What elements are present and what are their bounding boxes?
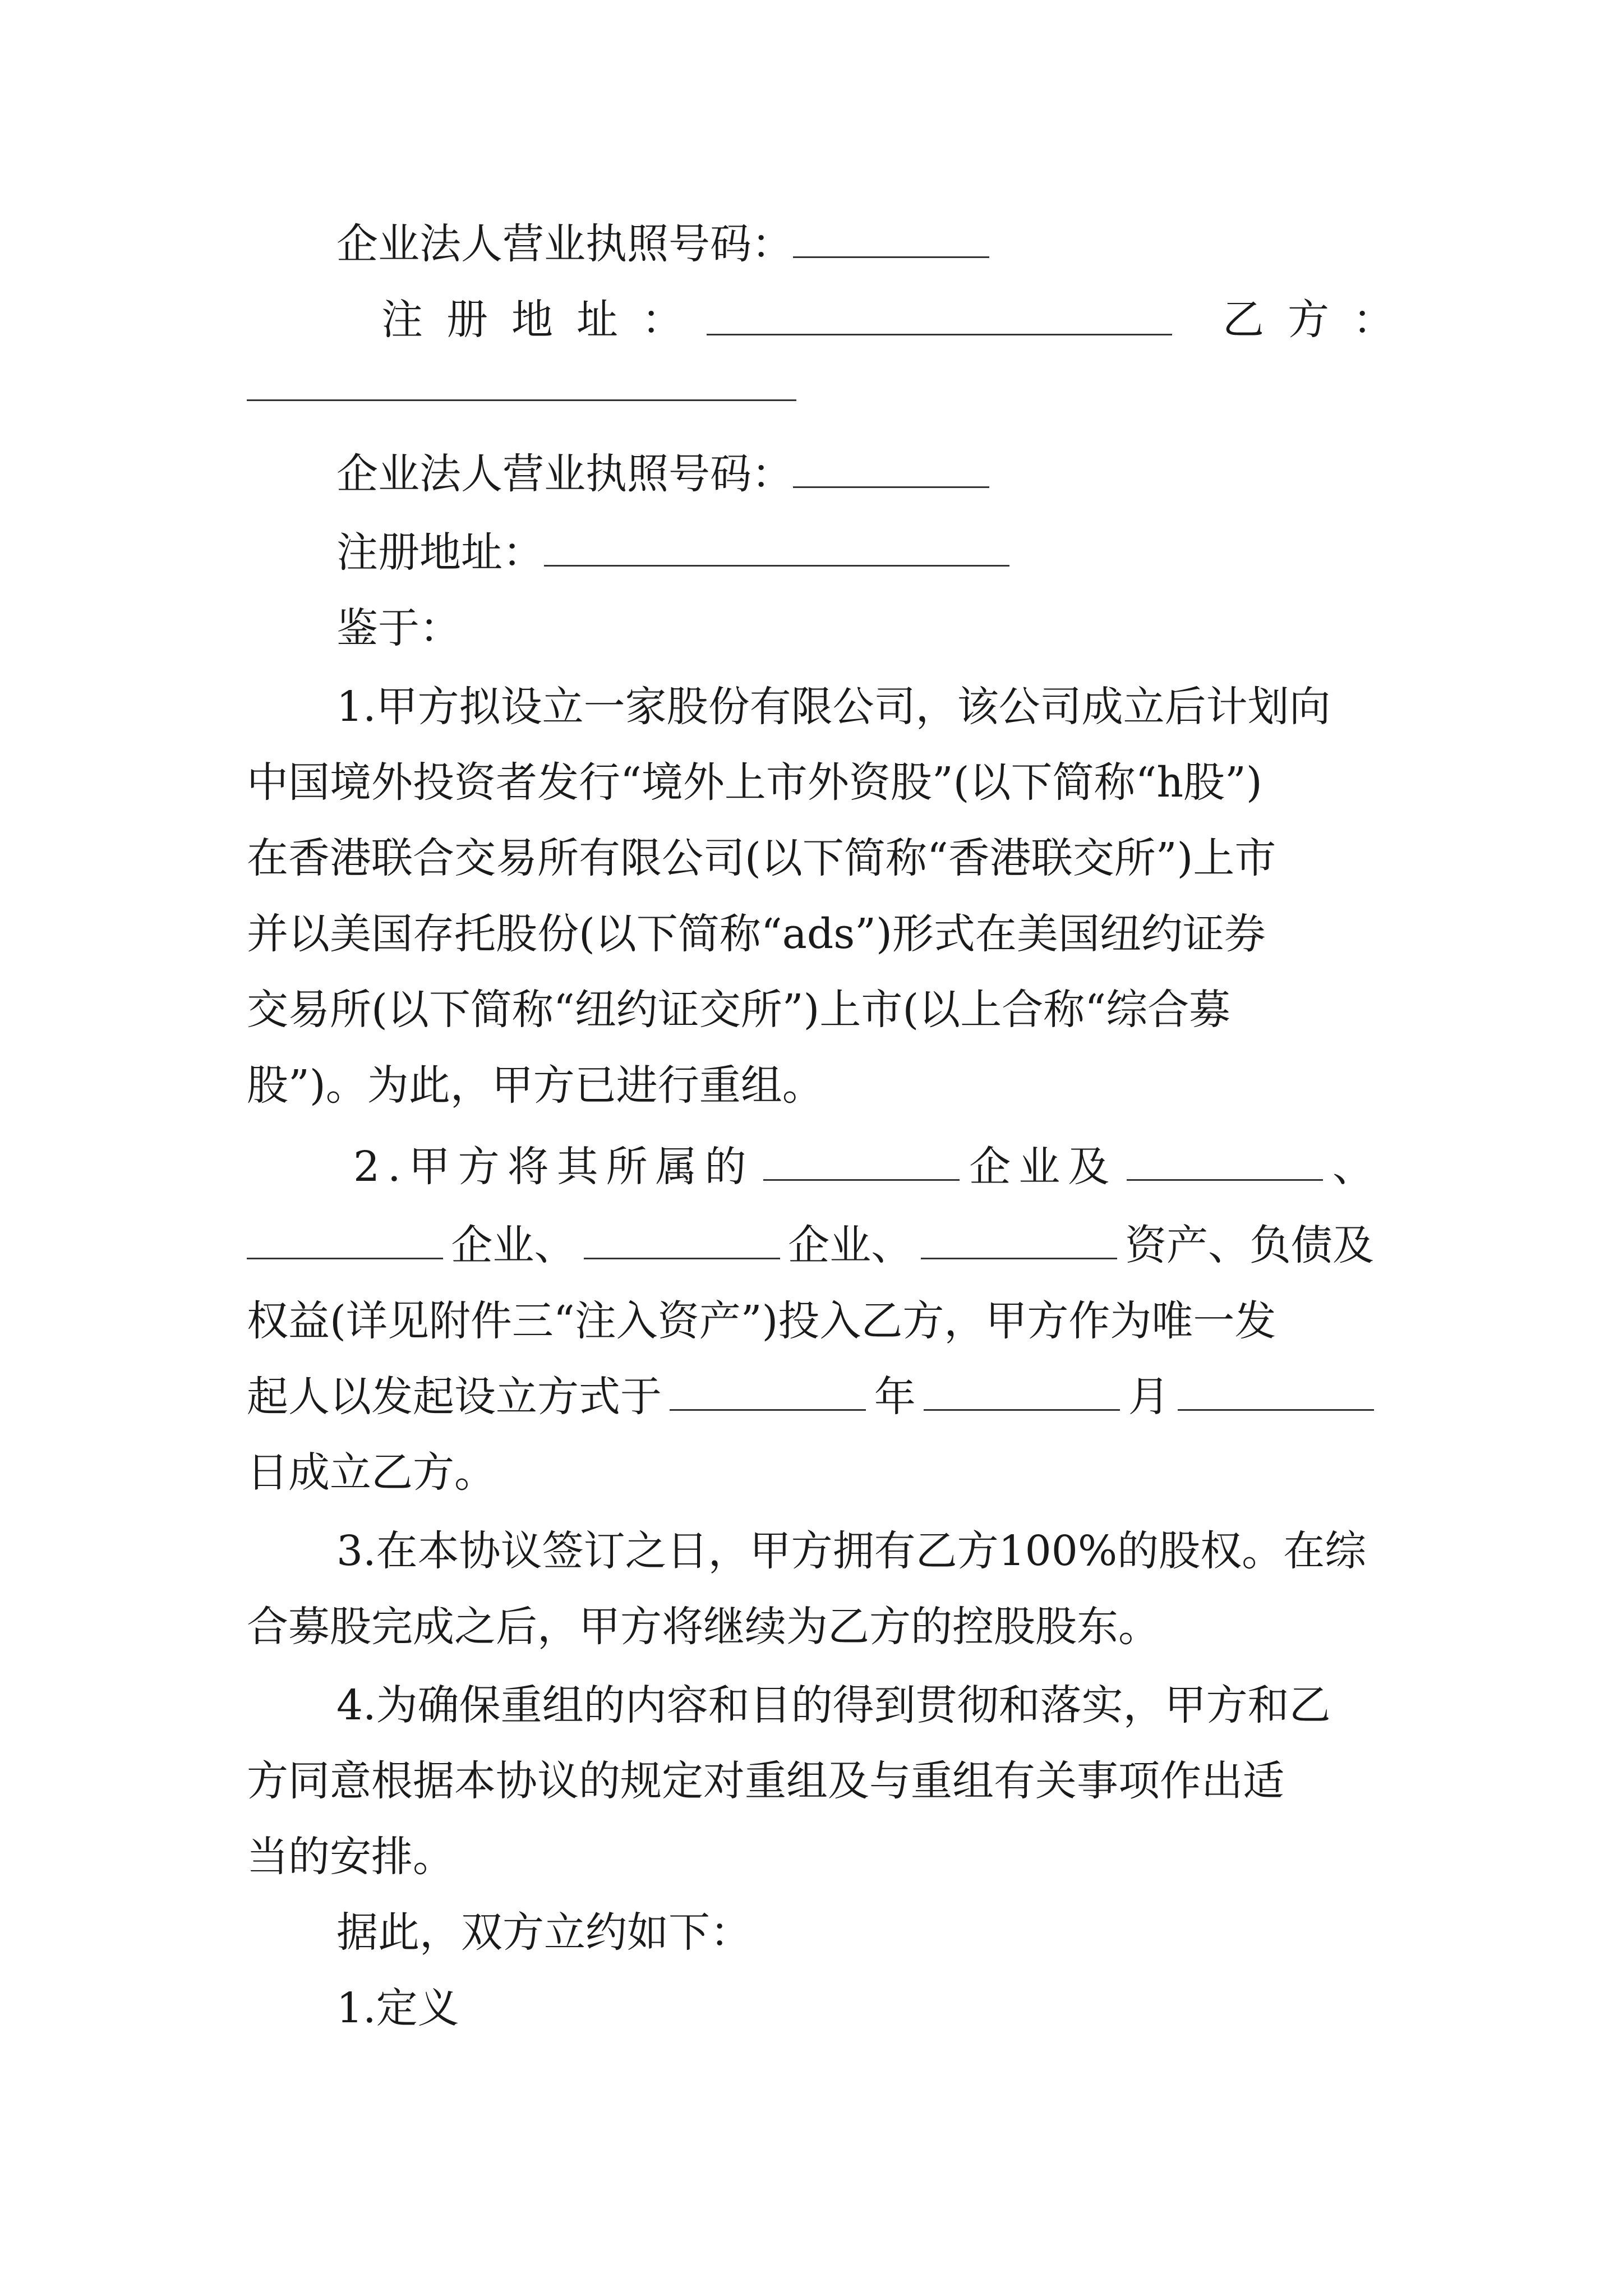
partyB-license-blank <box>793 452 989 488</box>
partyB-license-label: 企业法人营业执照号码： <box>336 450 793 498</box>
item2-part4: 企业、 <box>451 1221 576 1269</box>
item2-line3: 权益(详见附件三“注入资产”)投入乙方，甲方作为唯一发 <box>247 1297 1276 1345</box>
item2-line4 <box>247 1369 1374 1425</box>
item2-part5: 企业、 <box>788 1221 913 1269</box>
partyA-address-blank <box>707 299 1172 335</box>
partyB-label: 乙方： <box>1223 296 1418 344</box>
item2-line2 <box>247 1217 1374 1273</box>
item2-line1 <box>353 1139 1374 1195</box>
item4-line1: 4.为确保重组的内容和目的得到贯彻和落实，甲方和乙 <box>336 1681 1331 1729</box>
item2-part9: 月 <box>1128 1373 1170 1421</box>
partyA-license-row <box>336 216 989 272</box>
partyA-license-label: 企业法人营业执照号码： <box>336 220 793 268</box>
item1-line6: 股”)。为此，甲方已进行重组。 <box>247 1061 824 1110</box>
partyA-address-label: 注册地址： <box>381 296 707 344</box>
item1-line2: 中国境外投资者发行“境外上市外资股”(以下简称“h股”) <box>247 758 1262 807</box>
item3-line1: 3.在本协议签订之日，甲方拥有乙方100%的股权。在综 <box>336 1527 1367 1575</box>
partyB-name-row <box>247 359 796 415</box>
item2-blank3 <box>247 1223 443 1259</box>
item1-line5: 交易所(以下简称“纽约证交所”)上市(以上合称“综合募 <box>247 986 1231 1034</box>
item2-part8: 年 <box>874 1373 916 1421</box>
item1-line3: 在香港联合交易所有限公司(以下简称“香港联交所”)上市 <box>247 834 1276 882</box>
item2-blank4 <box>584 1223 780 1259</box>
item2-part3: 、 <box>1332 1143 1374 1191</box>
partyB-license-row <box>336 446 989 502</box>
item2-blank1 <box>763 1144 960 1181</box>
partyA-license-blank <box>793 222 989 258</box>
item2-line5: 日成立乙方。 <box>247 1448 496 1497</box>
partyB-address-label: 注册地址： <box>336 528 544 577</box>
item4-line3: 当的安排。 <box>247 1833 454 1881</box>
item2-blank2 <box>1127 1144 1323 1181</box>
item2-blank8 <box>1178 1374 1374 1411</box>
partyA-address-row <box>381 292 1418 348</box>
item3-line2: 合募股完成之后，甲方将继续为乙方的控股股东。 <box>247 1603 1160 1651</box>
partyB-address-row <box>336 524 1009 581</box>
item2-part6: 资产、负债及 <box>1124 1221 1374 1269</box>
item2-part7: 起人以发起设立方式于 <box>247 1373 662 1421</box>
agreement-intro: 据此，双方立约如下： <box>336 1908 751 1957</box>
item2-part1: 2.甲方将其所属的 <box>353 1143 754 1191</box>
item4-line2: 方同意根据本协议的规定对重组及与重组有关事项作出适 <box>247 1757 1284 1805</box>
item1-line1: 1.甲方拟设立一家股份有限公司，该公司成立后计划向 <box>336 683 1331 731</box>
partyB-name-blank <box>247 365 796 401</box>
item2-part2: 企业及 <box>969 1143 1118 1191</box>
item2-blank5 <box>921 1223 1117 1259</box>
partyB-address-blank <box>544 530 1009 567</box>
recitals-heading: 鉴于： <box>336 604 461 652</box>
item1-line4: 并以美国存托股份(以下简称“ads”)形式在美国纽约证券 <box>247 910 1266 958</box>
section1-title: 1.定义 <box>336 1984 459 2032</box>
item2-blank6 <box>670 1374 866 1411</box>
item2-blank7 <box>924 1374 1120 1411</box>
